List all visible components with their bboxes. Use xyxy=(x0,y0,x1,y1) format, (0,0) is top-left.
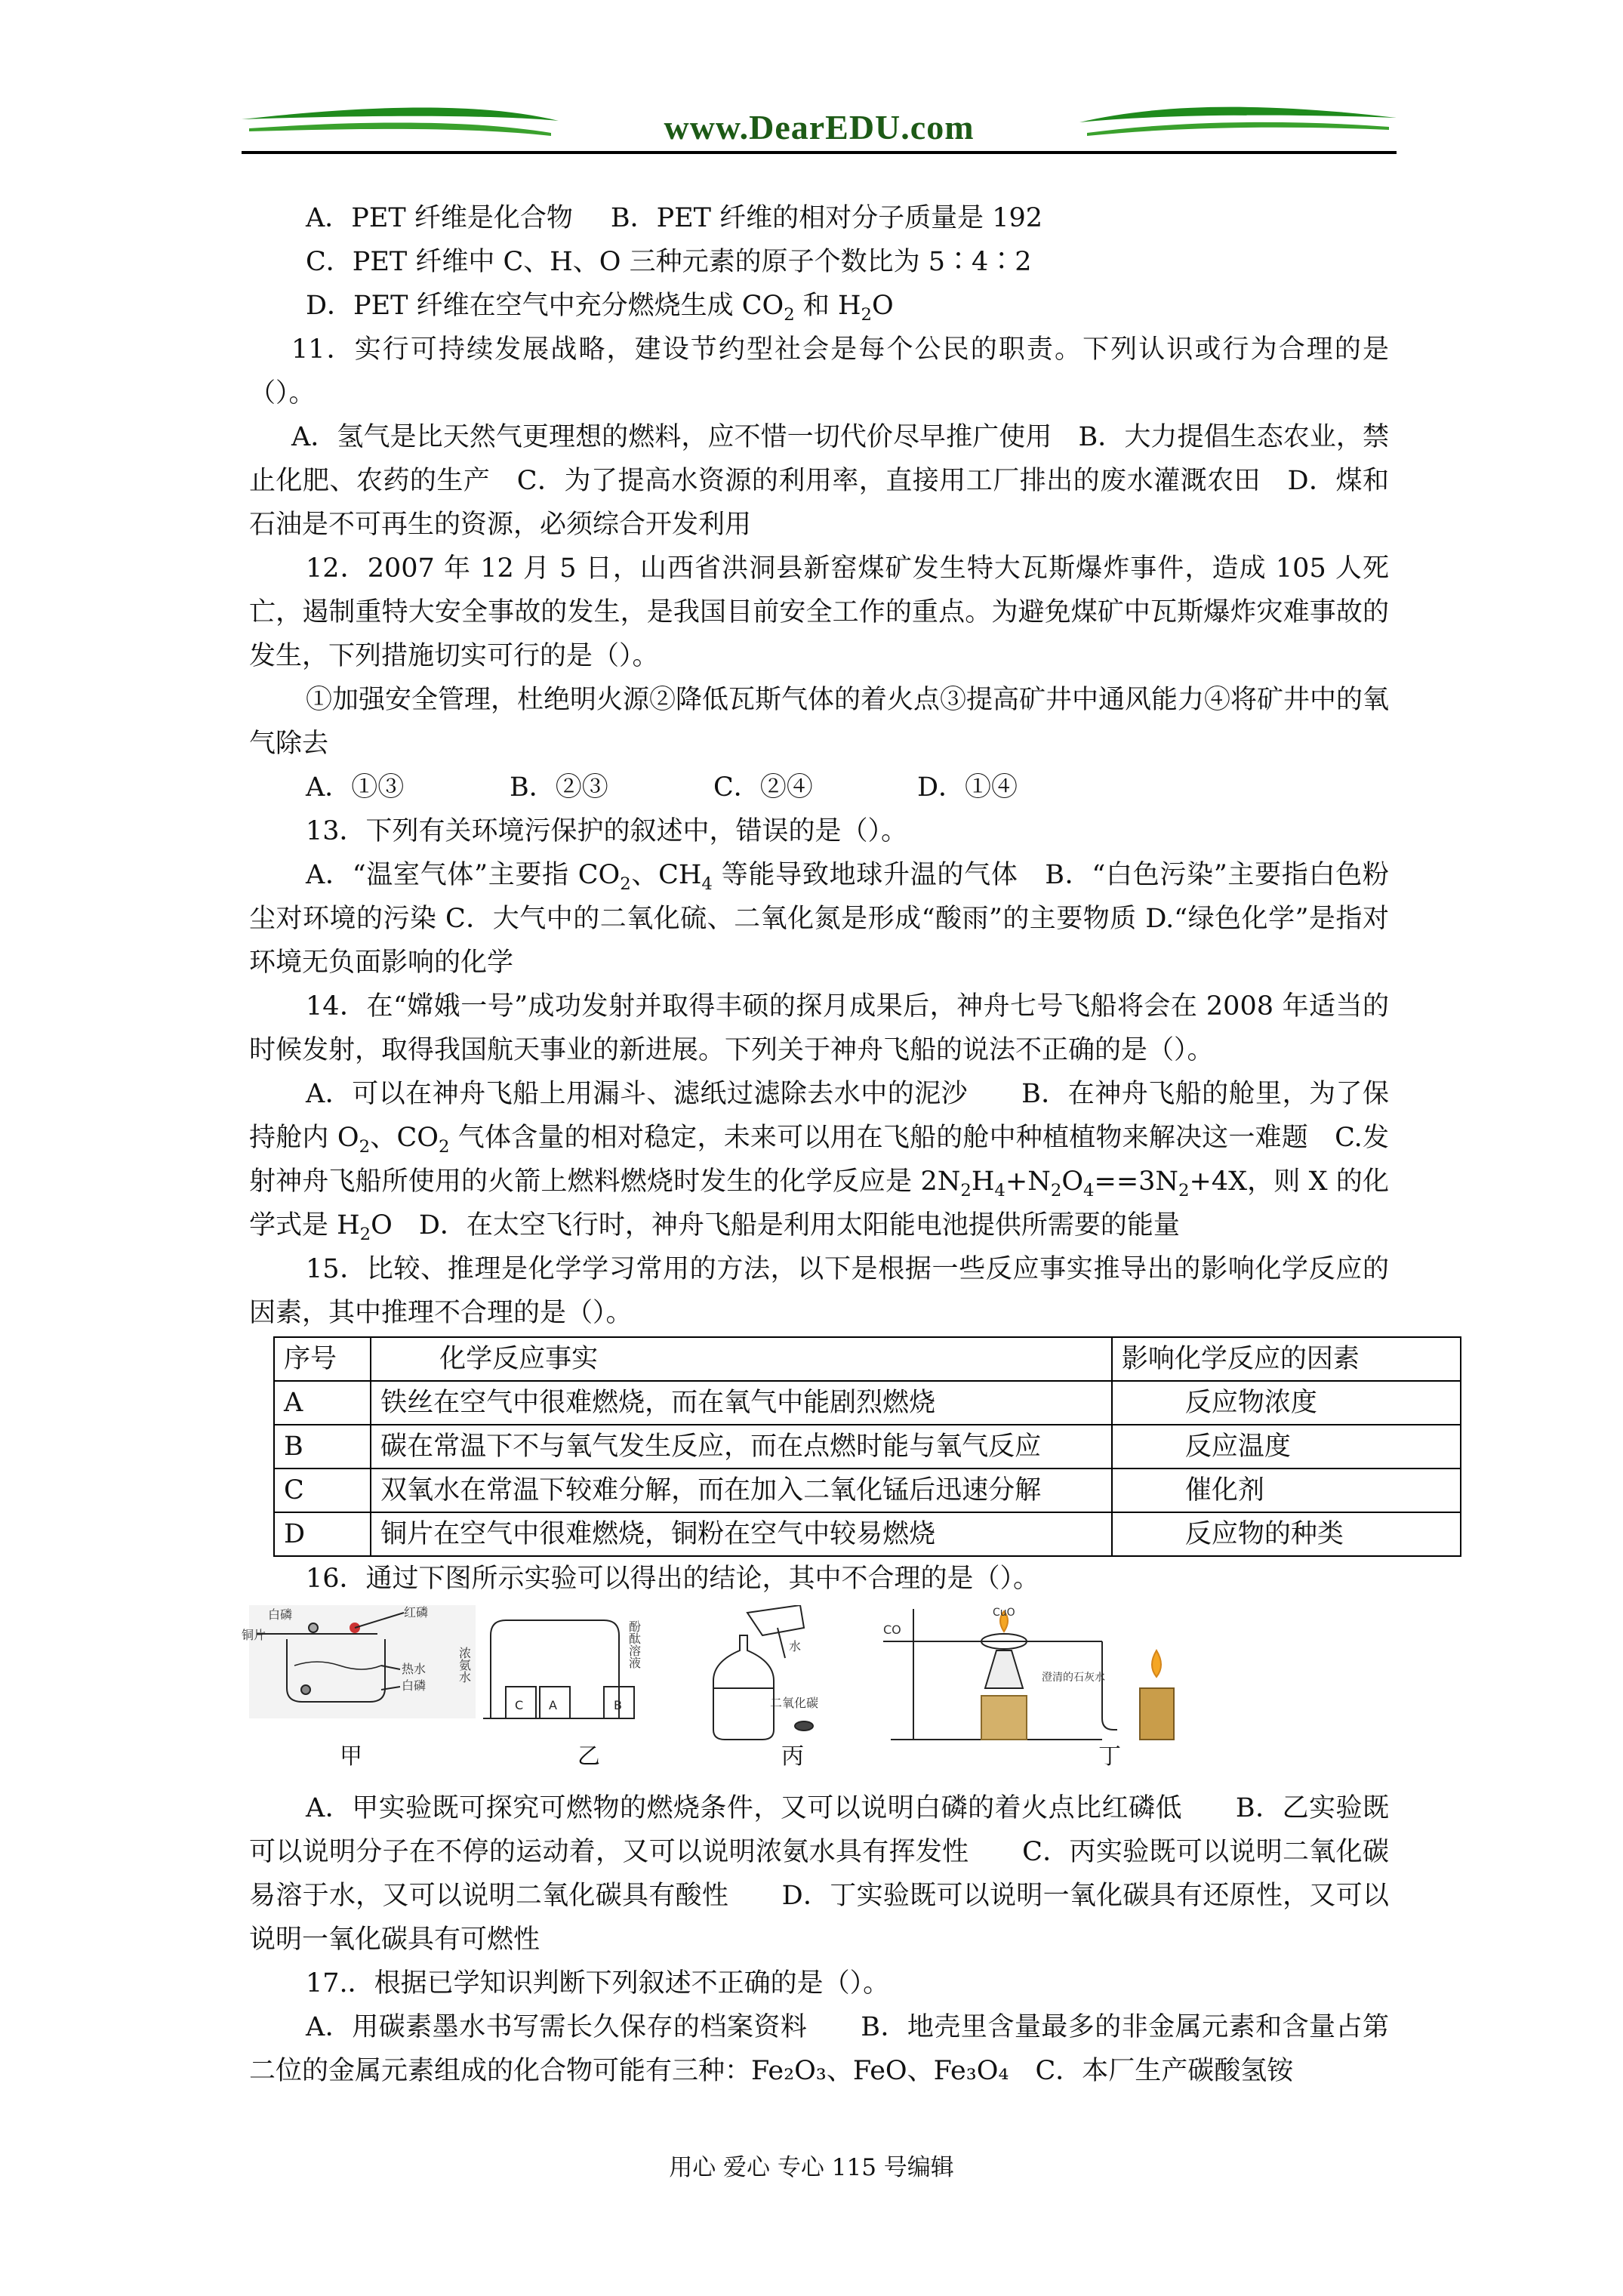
table-cell: 反应温度 xyxy=(1112,1425,1461,1469)
label-fen-tai: 酚酞溶液 xyxy=(627,1620,642,1669)
table-cell: B xyxy=(274,1425,371,1469)
q17-options: A．用碳素墨水书写需长久保存的档案资料 B．地壳里含量最多的非金属元素和含量占第二位的金属元素组成的化合物可能有三种：Fe₂O₃、FeO、Fe₃O₄ C．本厂生产碳酸氢铵 xyxy=(249,2012,1389,2086)
table-cell: 反应物浓度 xyxy=(1112,1381,1461,1425)
label-bai-lin: 白磷 xyxy=(268,1607,293,1622)
q11-stem: 11．实行可持续发展战略，建设节约型社会是每个公民的职责。下列认识或行为合理的是（）。 xyxy=(249,334,1389,408)
q13-stem: 13．下列有关环境污保护的叙述中，错误的是（）。 xyxy=(306,816,908,846)
table-cell: A xyxy=(274,1381,371,1425)
q10-option-d: D．PET 纤维在空气中充分燃烧生成 $CO_2$ 和 $H_2O$ xyxy=(306,291,894,325)
figure-jia xyxy=(249,1605,476,1718)
table-cell: 催化剂 xyxy=(1112,1469,1461,1512)
figure-yi xyxy=(483,1620,634,1718)
table-header-cell: 化学反应事实 xyxy=(371,1337,1112,1381)
q10-option-c: C．PET 纤维中 C、H、O 三种元素的原子个数比为 5∶4∶2 xyxy=(306,247,1032,277)
q17-stem: 17.．根据已学知识判断下列叙述不正确的是（）。 xyxy=(306,1968,890,1999)
label-jia: 甲 xyxy=(340,1743,362,1770)
q13-options: A．“温室气体”主要指 $CO_2$、$CH_4$ 等能导致地球升温的气体 B．“白色污染”主要指白色粉尘对环境的污染 C．大气中的二氧化硫、二氧化氮是形成“酸雨”的主要物质 D.“绿色化学”是指对环境无负面影响的化学 xyxy=(249,860,1389,978)
table-cell: C xyxy=(274,1469,371,1512)
q10-option-a: A．PET 纤维是化合物 xyxy=(306,203,573,233)
figure-bing xyxy=(713,1605,813,1740)
table-row xyxy=(274,1425,1461,1469)
beaker-b-label: B xyxy=(614,1698,622,1712)
q10-option-ab xyxy=(249,196,1389,240)
table-cell: 铜片在空气中很难燃烧，铜粉在空气中较易燃烧 xyxy=(371,1512,1112,1556)
label-hong-lin: 红磷 xyxy=(404,1605,429,1620)
q15-stem: 15．比较、推理是化学学习常用的方法，以下是根据一些反应事实推导出的影响化学反应的因素，其中推理不合理的是（）。 xyxy=(249,1254,1389,1328)
label-yi: 乙 xyxy=(577,1743,600,1770)
table-row xyxy=(274,1469,1461,1512)
table-row xyxy=(274,1512,1461,1556)
figure-ding xyxy=(883,1609,1174,1740)
label-shui: 水 xyxy=(789,1639,802,1653)
table-cell: 铁丝在空气中很难燃烧，而在氧气中能剧烈燃烧 xyxy=(371,1381,1112,1425)
q14-options: A．可以在神舟飞船上用漏斗、滤纸过滤除去水中的泥沙 B．在神舟飞船的舱里，为了保持舱内 $O_2$、$CO_2$ 气体含量的相对稳定，未来可以用在飞船的舱中种植植物来解决这一难题 C.发射神舟飞船所使用的火箭上燃料燃烧时发生的化学反应是 $2N_2H_4+N_2O_4==3N_2+4X$，则 X 的化学式是 $H_2O$ D．在太空飞行时，神舟飞船是利用太阳能电池提供所需要的能量 xyxy=(249,1079,1389,1244)
q11-options: A．氢气是比天然气更理想的燃料，应不惜一切代价尽早推广使用 B．大力提倡生态农业，禁止化肥、农药的生产 C．为了提高水资源的利用率，直接用工厂排出的废水灌溉农田 D．煤和石油是不可再生的资源，必须综合开发利用 xyxy=(249,422,1389,540)
q12-choices xyxy=(249,766,1389,809)
table-header-cell: 序号 xyxy=(274,1337,371,1381)
label-nong-an-shui: 浓氨水 xyxy=(457,1647,472,1683)
table-cell: 反应物的种类 xyxy=(1112,1512,1461,1556)
page-footer: 用心 爱心 专心 115 号编辑 xyxy=(669,2154,954,2181)
label-cuo: CuO xyxy=(993,1607,1015,1619)
q16-experiment-figures xyxy=(242,1605,1389,1779)
header-rule xyxy=(242,151,1397,154)
label-ding: 丁 xyxy=(1098,1743,1121,1770)
q15-table xyxy=(273,1336,1461,1557)
q12-measures: ①加强安全管理，杜绝明火源②降低瓦斯气体的着火点③提高矿井中通风能力④将矿井中的氧气除去 xyxy=(249,685,1390,759)
table-header-cell: 影响化学反应的因素 xyxy=(1112,1337,1461,1381)
q16-options: A．甲实验既可探究可燃物的燃烧条件，又可以说明白磷的着火点比红磷低 B．乙实验既可以说明分子在不停的运动着，又可以说明浓氨水具有挥发性 C．丙实验既可以说明二氧化碳易溶于水，又可以说明二氧化碳具有酸性 D．丁实验既可以说明一氧化碳具有还原性，又可以说明一氧化碳具有可燃性 xyxy=(249,1793,1389,1955)
table-row xyxy=(274,1381,1461,1425)
table-cell: D xyxy=(274,1512,371,1556)
table-cell: 双氧水在常温下较难分解，而在加入二氧化锰后迅速分解 xyxy=(371,1469,1112,1512)
table-cell: 碳在常温下不与氧气发生反应，而在点燃时能与氧气反应 xyxy=(371,1425,1112,1469)
beaker-a-label: A xyxy=(549,1698,557,1712)
page-header xyxy=(242,98,1397,159)
label-re-shui: 热水 xyxy=(402,1662,427,1676)
beaker-c-label: C xyxy=(515,1698,524,1712)
q12-choice-c: C．②④ xyxy=(713,772,813,803)
q12-choice-d: D．①④ xyxy=(917,772,1018,803)
q12-choice-a: A．①③ xyxy=(306,772,405,803)
experiment-diagram xyxy=(242,1605,1419,1779)
q14-stem: 14．在“嫦娥一号”成功发射并取得丰硕的探月成果后，神舟七号飞船将会在 2008 年适当的时候发射，取得我国航天事业的新进展。下列关于神舟飞船的说法不正确的是（）。 xyxy=(249,991,1389,1065)
site-logo: www.DearEDU.com xyxy=(664,108,975,146)
q12-choice-b: B．②③ xyxy=(510,772,608,803)
label-bai-lin-2: 白磷 xyxy=(402,1678,427,1693)
q16-stem: 16．通过下图所示实验可以得出的结论，其中不合理的是（）。 xyxy=(306,1564,1040,1594)
label-er-yang-hua-tan: 二氧化碳 xyxy=(770,1696,819,1710)
exam-page xyxy=(242,196,1390,2093)
label-cheng-qing: 澄清的石灰水 xyxy=(1042,1672,1105,1684)
label-tong-pian: 铜片 xyxy=(242,1628,266,1642)
q10-option-b: B．PET 纤维的相对分子质量是 192 xyxy=(610,203,1043,233)
label-co: CO xyxy=(883,1623,901,1637)
table-header-row xyxy=(274,1337,1461,1381)
q12-stem: 12．2007 年 12 月 5 日，山西省洪洞县新窑煤矿发生特大瓦斯爆炸事件，造成 105 人死亡，遏制重特大安全事故的发生，是我国目前安全工作的重点。为避免煤矿中瓦斯爆炸灾难事故的发生，下列措施切实可行的是（）。 xyxy=(249,553,1389,671)
label-bing: 丙 xyxy=(781,1743,804,1770)
